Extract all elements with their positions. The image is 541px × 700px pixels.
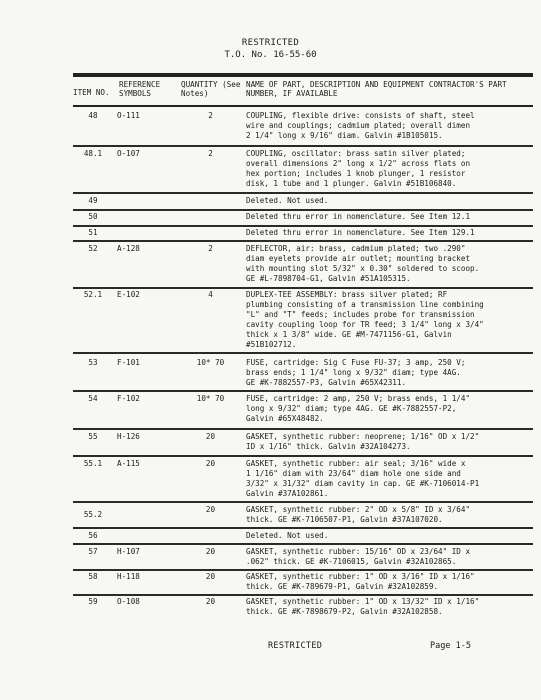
column-header-rule: [73, 105, 533, 107]
item-number: 53: [88, 358, 98, 367]
row-divider: [73, 390, 533, 392]
quantity: 20: [205, 459, 216, 468]
to-number: T.O. No. 16-55-60: [224, 50, 317, 60]
description: GASKET, synthetic rubber: 2" OD x 5/8" ID x 3/64" thick. GE #K-7106507-P1, Galvin #37A107020.: [246, 505, 471, 524]
table-row: [73, 228, 533, 238]
reference-symbol: O-107: [117, 149, 140, 158]
row-divider: [73, 543, 533, 545]
item-number: 56: [88, 531, 98, 540]
table-row: [73, 196, 533, 206]
description: Deleted thru error in nomenclature. See Item 12.1: [246, 212, 471, 221]
row-divider: [73, 209, 533, 211]
table-row: [73, 358, 533, 388]
item-number: 58: [88, 572, 98, 581]
reference-symbol: O-108: [117, 597, 140, 606]
table-row: [73, 597, 533, 617]
quantity: 20: [205, 505, 216, 514]
description: DUPLEX-TEE ASSEMBLY: brass silver plated; RF plumbing consisting of a transmission line combining "L" and "T" feeds; includes probe for transmission cavity coupling loop for TR feed; 3 1/4" long x 3/4" thick x 1 3/8" wide. GE #M-7471156-G1, Galvin #51B102712.: [246, 290, 484, 349]
col-reference-symbols: REFERENCE SYMBOLS: [119, 80, 161, 98]
row-divider: [73, 225, 533, 227]
quantity: 20: [205, 432, 216, 441]
table-row: [73, 572, 533, 592]
description: Deleted. Not used.: [246, 531, 329, 540]
reference-symbol: F-102: [117, 394, 140, 403]
description: GASKET, synthetic rubber: 1" OD x 13/32" ID x 1/16" thick. GE #K-7898679-P2, Galvin #32A102858.: [246, 597, 480, 616]
reference-symbol: O-111: [117, 111, 140, 120]
item-number: 49: [88, 196, 98, 205]
item-number: 57: [88, 547, 98, 556]
row-divider: [73, 594, 533, 596]
description: GASKET, synthetic rubber: air seal; 3/16" wide x 1 1/16" diam with 23/64" diam hole one side and 3/32" x 31/32" diam cavity in cap. GE #K-7106014-P1 Galvin #37A102861.: [246, 459, 480, 498]
quantity: 2: [208, 244, 213, 253]
col-item-no: ITEM NO.: [73, 88, 110, 97]
table-row: [73, 111, 533, 143]
table-row: [73, 212, 533, 222]
quantity: 4: [208, 290, 213, 299]
item-number: 48.1: [83, 149, 103, 158]
description: Deleted. Not used.: [246, 196, 329, 205]
table-row: [73, 459, 533, 499]
table-row: [73, 244, 533, 284]
item-number: 59: [88, 597, 98, 606]
column-headers: [73, 80, 533, 108]
quantity: 10* 70: [196, 358, 225, 367]
reference-symbol: H-126: [117, 432, 140, 441]
table-row: [73, 547, 533, 567]
table-row: [73, 394, 533, 424]
row-divider: [73, 501, 533, 503]
classification-header: RESTRICTED: [241, 38, 300, 48]
description: GASKET, synthetic rubber: 1" OD x 3/16" ID x 1/16" thick. GE #K-789679-P1, Galvin #32A102859.: [246, 572, 475, 591]
description: GASKET, synthetic rubber: neoprene; 1/16" OD x 1/2" ID x 1/16" thick. Galvin #32A104273.: [246, 432, 480, 451]
reference-symbol: F-101: [117, 358, 140, 367]
table-row: [73, 531, 533, 541]
reference-symbol: A-128: [117, 244, 140, 253]
item-number: 55.1: [83, 459, 103, 468]
quantity: 2: [208, 149, 213, 158]
item-number: 51: [88, 228, 98, 237]
row-divider: [73, 569, 533, 571]
row-divider: [73, 527, 533, 529]
reference-symbol: E-102: [117, 290, 140, 299]
row-divider: [73, 287, 533, 289]
item-number: 54: [88, 394, 98, 403]
item-number: 48: [88, 111, 98, 120]
table-row: [73, 149, 533, 189]
item-number: 55.2: [83, 510, 103, 519]
description: FUSE, cartridge: 2 amp, 250 V; brass ends, 1 1/4" long x 9/32" diam; type 4AG. GE #K-7882557-P2, Galvin #65X48482.: [246, 394, 471, 423]
row-divider: [73, 352, 533, 354]
header-rule: [73, 73, 533, 77]
description: FUSE, cartridge: Sig C Fuse FU-37; 3 amp, 250 V; brass ends; 1 1/4" long x 9/32" diam; type 4AG. GE #K-7882557-P3, Galvin #65X42311.: [246, 358, 466, 387]
row-divider: [73, 240, 533, 242]
description: Deleted thru error in nomenclature. See Item 129.1: [246, 228, 475, 237]
description: GASKET, synthetic rubber: 15/16" OD x 23/64" ID x .062" thick. GE #K-7106015, Galvin #32A102865.: [246, 547, 471, 566]
item-number: 50: [88, 212, 98, 221]
col-description: NAME OF PART, DESCRIPTION AND EQUIPMENT CONTRACTOR'S PART NUMBER, IF AVAILABLE: [246, 80, 507, 98]
row-divider: [73, 428, 533, 430]
table-row: [73, 432, 533, 452]
quantity: 10* 70: [196, 394, 225, 403]
quantity: 20: [205, 572, 216, 581]
reference-symbol: H-118: [117, 572, 140, 581]
quantity: 20: [205, 597, 216, 606]
reference-symbol: H-107: [117, 547, 140, 556]
page-number: Page 1-5: [430, 641, 471, 651]
quantity: 2: [208, 111, 213, 120]
table-row: [73, 290, 533, 350]
classification-footer: RESTRICTED: [268, 641, 323, 651]
row-divider: [73, 145, 533, 147]
col-quantity: QUANTITY (See Notes): [181, 80, 241, 98]
item-number: 52.1: [83, 290, 103, 299]
description: COUPLING, oscillator: brass satin silver plated; overall dimensions 2" long x 1/2" across flats on hex portion; includes 1 knob plunger, 1 resistor disk, 1 tube and 1 plunger. Galvin #51B106840.: [246, 149, 471, 188]
quantity: 20: [205, 547, 216, 556]
description: COUPLING, flexible drive: consists of shaft, steel wire and couplings; cadmium plated; overall dimen 2 1/4" long x 9/16" diam. Galvin #1B105015.: [246, 111, 475, 140]
description: DEFLECTOR, air: brass, cadmium plated; two .290" diam eyelets provide air outlet; mounting bracket with mounting slot 5/32" x 0.30" soldered to scoop. GE #L-7898704-G1, Galvin #51A105315.: [246, 244, 480, 283]
row-divider: [73, 455, 533, 457]
table-row: [73, 505, 533, 525]
row-divider: [73, 192, 533, 194]
item-number: 55: [88, 432, 98, 441]
reference-symbol: A-115: [117, 459, 140, 468]
item-number: 52: [88, 244, 98, 253]
